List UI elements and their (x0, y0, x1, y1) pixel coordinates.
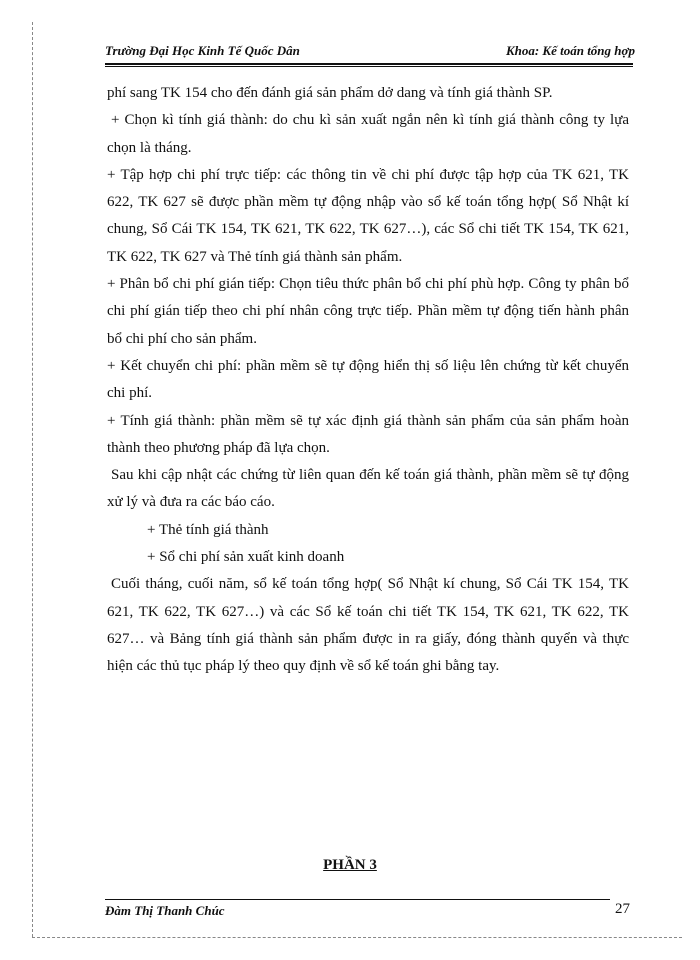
paragraph: + Chọn kì tính giá thành: do chu kì sản xuất ngắn nên kì tính giá thành công ty lựa chọn là tháng. (107, 112, 629, 156)
header-rule-thin (105, 66, 633, 67)
header-university: Trường Đại Học Kinh Tế Quốc Dân (105, 43, 300, 58)
page-border-bottom (32, 937, 682, 938)
report-list-item: + Sổ chi phí sản xuất kinh doanh (147, 549, 345, 566)
header-faculty: Khoa: Kế toán tổng hợp (505, 43, 635, 58)
page-border-left (32, 22, 33, 937)
report-list-item: + Thẻ tính giá thành (147, 521, 269, 538)
footer-author: Đàm Thị Thanh Chúc (105, 903, 225, 918)
section-title (0, 857, 700, 874)
page-header (105, 40, 635, 62)
document-body (107, 80, 629, 681)
paragraph: + Phân bổ chi phí gián tiếp: Chọn tiêu thức phân bổ chi phí phù hợp. Công ty phân bổ chi phí gián tiếp theo chi phí nhân công trực tiếp. Phần mềm tự động tiến hành phân bổ chi phí cho sản phẩm. (107, 276, 629, 347)
section-title-text: PHẦN 3 (323, 857, 377, 873)
paragraph: + Kết chuyển chi phí: phần mềm sẽ tự động hiển thị số liệu lên chứng từ kết chuyển chi phí. (107, 357, 629, 402)
paragraph: Sau khi cập nhật các chứng từ liên quan đến kế toán giá thành, phần mềm sẽ tự động xử lý và đưa ra các báo cáo. (107, 467, 629, 511)
page-footer (105, 903, 630, 923)
footer-rule (105, 899, 610, 900)
page-number: 27 (615, 901, 630, 917)
paragraph: phí sang TK 154 cho đến đánh giá sản phẩm dở dang và tính giá thành SP. (107, 85, 553, 101)
paragraph: Cuối tháng, cuối năm, sổ kế toán tổng hợp( Sổ Nhật kí chung, Sổ Cái TK 154, TK 621, TK 622, TK 627…) và các Sổ kế toán chi tiết TK 154, TK 621, TK 622, TK 627… và Bảng tính giá thành sản phẩm được in ra giấy, đóng thành quyển và thực hiện các thủ tục pháp lý theo quy định về sổ kế toán ghi bằng tay. (107, 576, 629, 675)
paragraph: + Tập hợp chi phí trực tiếp: các thông tin về chi phí được tập hợp của TK 621, TK 622, TK 627 sẽ được phần mềm tự động nhập vào sổ kế toán tổng hợp( Sổ Nhật kí chung, Sổ Cái TK 154, TK 621, TK 622, TK 627…), các Sổ chi tiết TK 154, TK 621, TK 622, TK 627 và Thẻ tính giá thành sản phẩm. (107, 166, 629, 265)
header-rule-thick (105, 63, 633, 65)
paragraph: + Tính giá thành: phần mềm sẽ tự xác định giá thành sản phẩm của sản phẩm hoàn thành theo phương pháp đã lựa chọn. (107, 412, 629, 456)
